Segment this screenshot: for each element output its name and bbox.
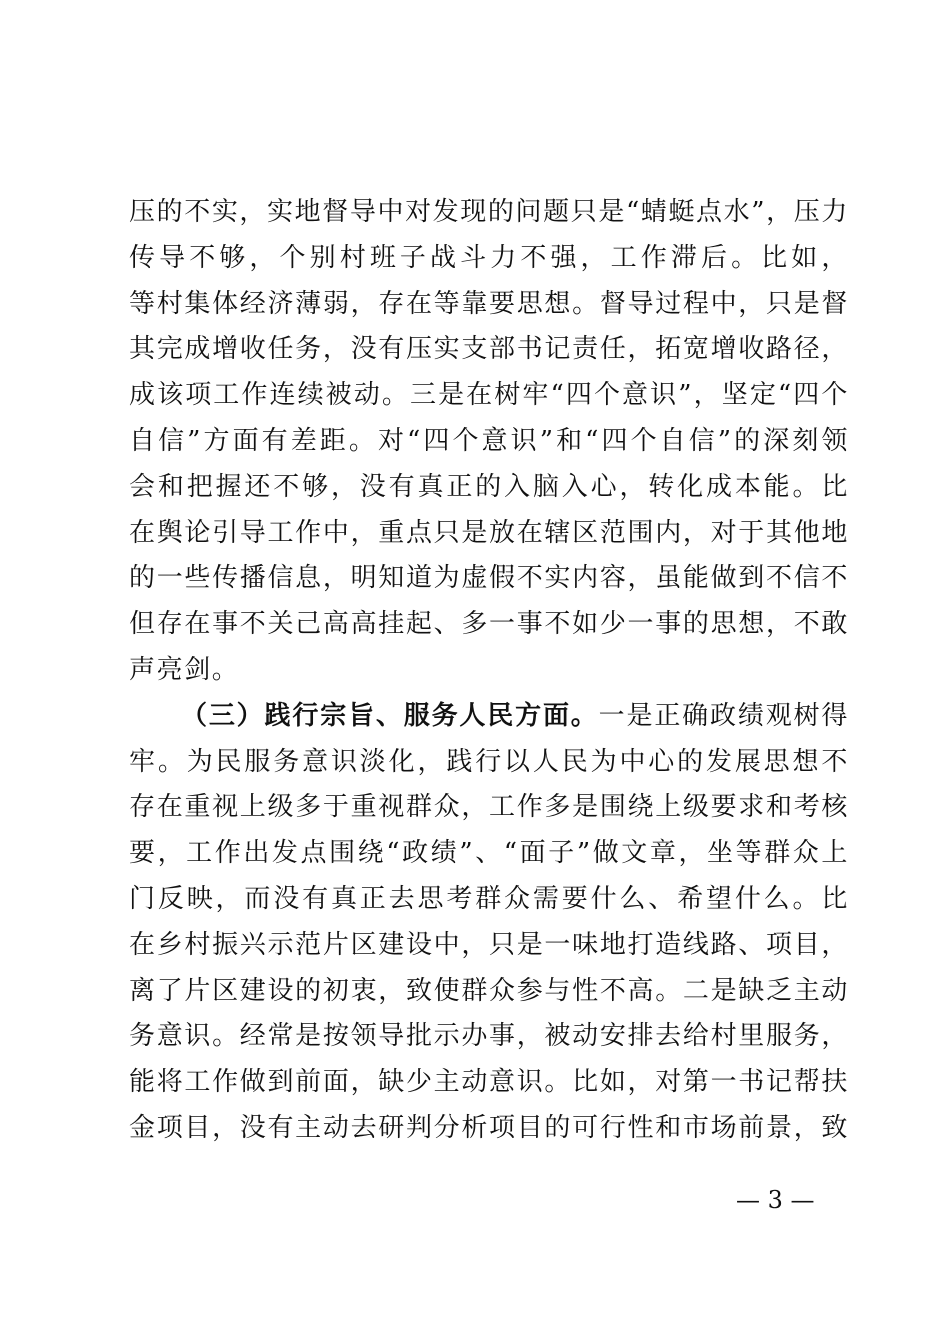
text-line: 的一些传播信息，明知道为虚假不实内容，虽能做到不信不 bbox=[129, 563, 849, 594]
text-line: 声亮剑。 bbox=[129, 654, 240, 685]
text-line: 会和把握还不够，没有真正的入脑入心，转化成本能。比 bbox=[129, 471, 849, 502]
text-line: 务意识。经常是按领导批示办事，被动安排去给村里服务， bbox=[129, 1021, 849, 1052]
page-number: — 3 — bbox=[736, 1186, 815, 1214]
text-line: 存在重视上级多于重视群众，工作多是围绕上级要求和考核 bbox=[129, 792, 849, 823]
text-line: 门反映，而没有真正去思考群众需要什么、希望什么。比 bbox=[129, 883, 849, 914]
text-line: 要，工作出发点围绕“政绩”、“面子”做文章，坐等群众上 bbox=[129, 838, 849, 869]
text-line: 等村集体经济薄弱，存在等靠要思想。督导过程中，只是督 bbox=[129, 288, 849, 319]
text-line: 能将工作做到前面，缺少主动意识。比如，对第一书记帮扶 bbox=[129, 1067, 849, 1098]
text-line: 传导不够，个别村班子战斗力不强，工作滞后。比如， bbox=[129, 242, 849, 273]
text-line: 压的不实，实地督导中对发现的问题只是“蜻蜓点水”，压力 bbox=[129, 197, 849, 227]
text-line: 离了片区建设的初衷，致使群众参与性不高。二是缺乏主动 bbox=[129, 975, 849, 1006]
text-line: 成该项工作连续被动。三是在树牢“四个意识”，坚定“四个 bbox=[129, 380, 849, 411]
section-first-line-text: 一是正确政绩观树得 bbox=[598, 700, 849, 731]
body-text bbox=[129, 190, 849, 1152]
text-line: 牢。为民服务意识淡化，践行以人民为中心的发展思想不 bbox=[129, 746, 849, 777]
text-line: 在舆论引导工作中，重点只是放在辖区范围内，对于其他地 bbox=[129, 517, 849, 548]
text-line: 在乡村振兴示范片区建设中，只是一味地打造线路、项目， bbox=[129, 929, 849, 960]
text-line: 但存在事不关己高高挂起、多一事不如少一事的思想，不敢 bbox=[129, 609, 849, 640]
text-line: 其完成增收任务，没有压实支部书记责任，拓宽增收路径， bbox=[129, 334, 849, 365]
text-line: 自信”方面有差距。对“四个意识”和“四个自信”的深刻领 bbox=[129, 425, 849, 456]
section-first-line bbox=[129, 694, 849, 740]
text-line: 金项目，没有主动去研判分析项目的可行性和市场前景，致 bbox=[129, 1112, 849, 1143]
section-heading: （三）践行宗旨、服务人民方面。 bbox=[181, 700, 599, 731]
